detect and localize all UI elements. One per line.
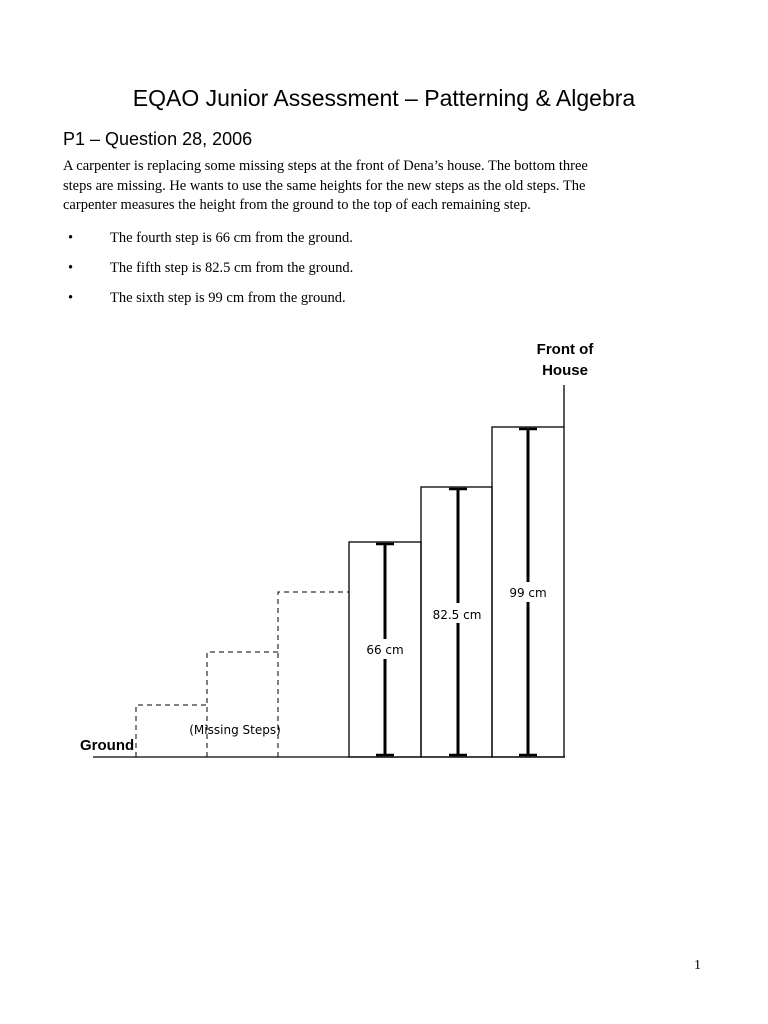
problem-line: A carpenter is replacing some missing steps at the front of Dena’s house. The bottom three (63, 158, 588, 174)
height-label-step-6: 99 cm (509, 586, 547, 600)
missing-steps-label: (Missing Steps) (189, 723, 281, 737)
bullet-icon: • (68, 290, 74, 306)
measurement-text: The fourth step is 66 cm from the ground. (110, 230, 353, 246)
bullet-icon: • (68, 260, 74, 276)
bullet-icon: • (68, 230, 74, 246)
question-heading: P1 – Question 28, 2006 (63, 129, 253, 149)
page-number: 1 (694, 958, 701, 973)
problem-line: steps are missing. He wants to use the same heights for the new steps as the old steps. The (63, 177, 586, 194)
missing-step-2 (207, 652, 278, 757)
house-label-line1: Front of (536, 341, 594, 358)
height-label-step-5: 82.5 cm (432, 608, 482, 622)
page-title: EQAO Junior Assessment – Patterning & Algebra (132, 85, 636, 111)
measurement-text: The sixth step is 99 cm from the ground. (110, 290, 346, 306)
height-label-step-4: 66 cm (366, 643, 404, 657)
ground-label: Ground (80, 737, 135, 754)
house-label-line2: House (542, 362, 588, 379)
measurement-text: The fifth step is 82.5 cm from the ground. (110, 260, 354, 276)
problem-line: carpenter measures the height from the ground to the top of each remaining step. (63, 197, 531, 213)
missing-step-3 (278, 592, 349, 757)
